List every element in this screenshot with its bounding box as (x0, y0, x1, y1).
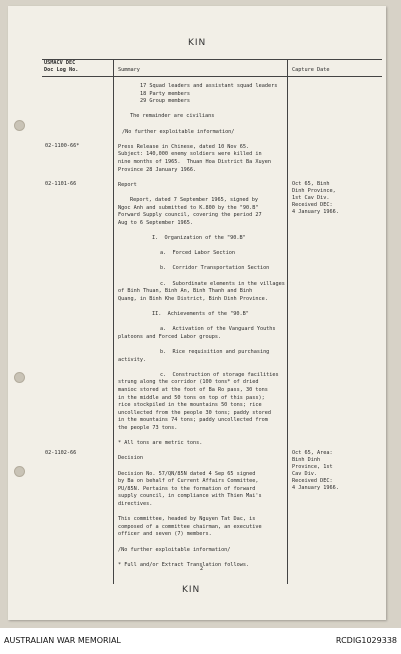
summary-line: in the middle and 50 tons on top of this pass); (118, 394, 265, 401)
table-top-rule (42, 59, 382, 60)
capture-date-line: Oct 65, Area: (292, 450, 333, 456)
summary-line: 18 Party members (140, 90, 190, 97)
summary-line: directives. (118, 501, 153, 507)
footer-record-id: RCDIG1029338 (335, 636, 397, 645)
capture-date-line: Received DEC: (292, 202, 333, 208)
summary-line: nine months of 1965. Thuan Hoa District Ba Xuyen (118, 159, 272, 165)
summary-line: of Binh Thuan, Binh An, Binh Thanh and Binh (118, 288, 253, 295)
summary-line: Aug to 6 September 1965. (118, 219, 193, 226)
header-doc-log-line1: USMACV DEC (44, 60, 76, 66)
punch-hole (14, 466, 25, 477)
summary-line: Report, dated 7 September 1965, signed by (130, 197, 259, 203)
summary-line: * Full and/or Extract Translation follows. (118, 561, 250, 568)
capture-date-line: Dinh Province, (292, 188, 336, 194)
summary-line: in the mountains 74 tons; paddy uncollected from (118, 417, 268, 424)
summary-line: officer and seven (7) members. (118, 531, 212, 538)
summary-line: a. Activation of the Vanguard Youths (160, 326, 276, 333)
summary-line: This committee, headed by Nguyen Tat Dac, is (118, 516, 256, 523)
capture-date-line: Province, 1st (292, 464, 333, 470)
summary-line: Press Release in Chinese, dated 10 Nov 65. (118, 143, 250, 150)
summary-line: Subject: 140,000 enemy soldiers were killed in (118, 151, 262, 158)
summary-line: manioc stored at the foot of Ba Ro pass, 30 tons (118, 387, 268, 393)
capture-date-line: 4 January 1966. (292, 485, 339, 491)
summary-line: uncollected from the people 30 tons; paddy stored (118, 409, 272, 416)
header-capture-date: Capture Date (292, 67, 330, 73)
summary-line: c. Subordinate elements in the villages (160, 280, 285, 287)
summary-line: supply council, in compliance with Thien Mai's (118, 493, 262, 500)
summary-line: rice stockpiled in the mountains 50 tons; rice (118, 402, 262, 409)
summary-line: Decision (118, 455, 143, 462)
capture-date-line: 1st Cav Div. (292, 195, 330, 201)
summary-line: I. Organization of the "90.B" (152, 235, 246, 241)
page-number: 2 (200, 566, 204, 572)
summary-line: II. Achievements of the "90.B" (152, 311, 249, 317)
summary-line: Report (118, 181, 137, 188)
summary-line: b. Corridor Transportation Section (160, 265, 270, 272)
summary-line: Quang, in Binh Khe District, Binh Dinh Province. (118, 295, 268, 302)
summary-line: b. Rice requisition and purchasing (160, 349, 270, 355)
summary-line: Decision No. 57/QN/85N dated 4 Sep 65 signed (118, 470, 256, 477)
punch-hole (14, 120, 25, 131)
summary-line: 17 Squad leaders and assistant squad leaders (140, 83, 278, 89)
summary-line: platoons and Forced Labor groups. (118, 333, 222, 340)
kin-stamp-bottom: KIN (182, 585, 201, 595)
summary-line: a. Forced Labor Section (160, 250, 235, 257)
column-divider-right (287, 59, 288, 584)
footer-archive-name: AUSTRALIAN WAR MEMORIAL (4, 636, 121, 645)
summary-line: Forward Supply council, covering the period 27 (118, 212, 262, 219)
summary-line: activity. (118, 356, 147, 363)
summary-line: PU/85N. Pertains to the formation of forward (118, 485, 256, 492)
summary-line: strung along the corridor (100 tons* of dried (118, 379, 259, 386)
header-doc-log-line2: Doc Log No. (44, 67, 79, 73)
capture-date-line: Cav Div. (292, 471, 317, 477)
summary-line: /No further exploitable information/ (122, 128, 235, 135)
summary-line: c. Construction of storage facilities (160, 371, 279, 378)
capture-date-line: Received DEC: (292, 478, 333, 484)
summary-line: the people 73 tons. (118, 425, 178, 431)
summary-line: * All tons are metric tons. (118, 440, 203, 447)
kin-stamp-top: KIN (188, 38, 207, 48)
summary-line: Province 28 January 1966. (118, 166, 197, 173)
punch-hole (14, 372, 25, 383)
column-divider-left (113, 59, 114, 584)
header-summary: Summary (118, 67, 140, 73)
doc-log-number: 02-1100-66* (45, 143, 80, 149)
doc-log-number: 02-1102-66 (45, 450, 77, 456)
capture-date-line: Binh Dinh (292, 457, 321, 463)
capture-date-line: 4 January 1966. (292, 209, 339, 215)
summary-line: Ngoc Anh and submitted to K.800 by the "90.B" (118, 204, 259, 211)
doc-log-number: 02-1101-66 (45, 181, 77, 187)
summary-line: by Ba on behalf of Current Affairs Committee, (118, 478, 259, 485)
capture-date-line: Oct 65, Binh (292, 181, 330, 187)
summary-line: composed of a committee chairman, an executive (118, 523, 262, 530)
summary-line: The remainder are civilians (130, 113, 215, 120)
archive-footer (0, 628, 401, 654)
table-header-rule (42, 76, 382, 77)
summary-line: /No further exploitable information/ (118, 546, 231, 553)
summary-line: 29 Group members (140, 98, 190, 105)
